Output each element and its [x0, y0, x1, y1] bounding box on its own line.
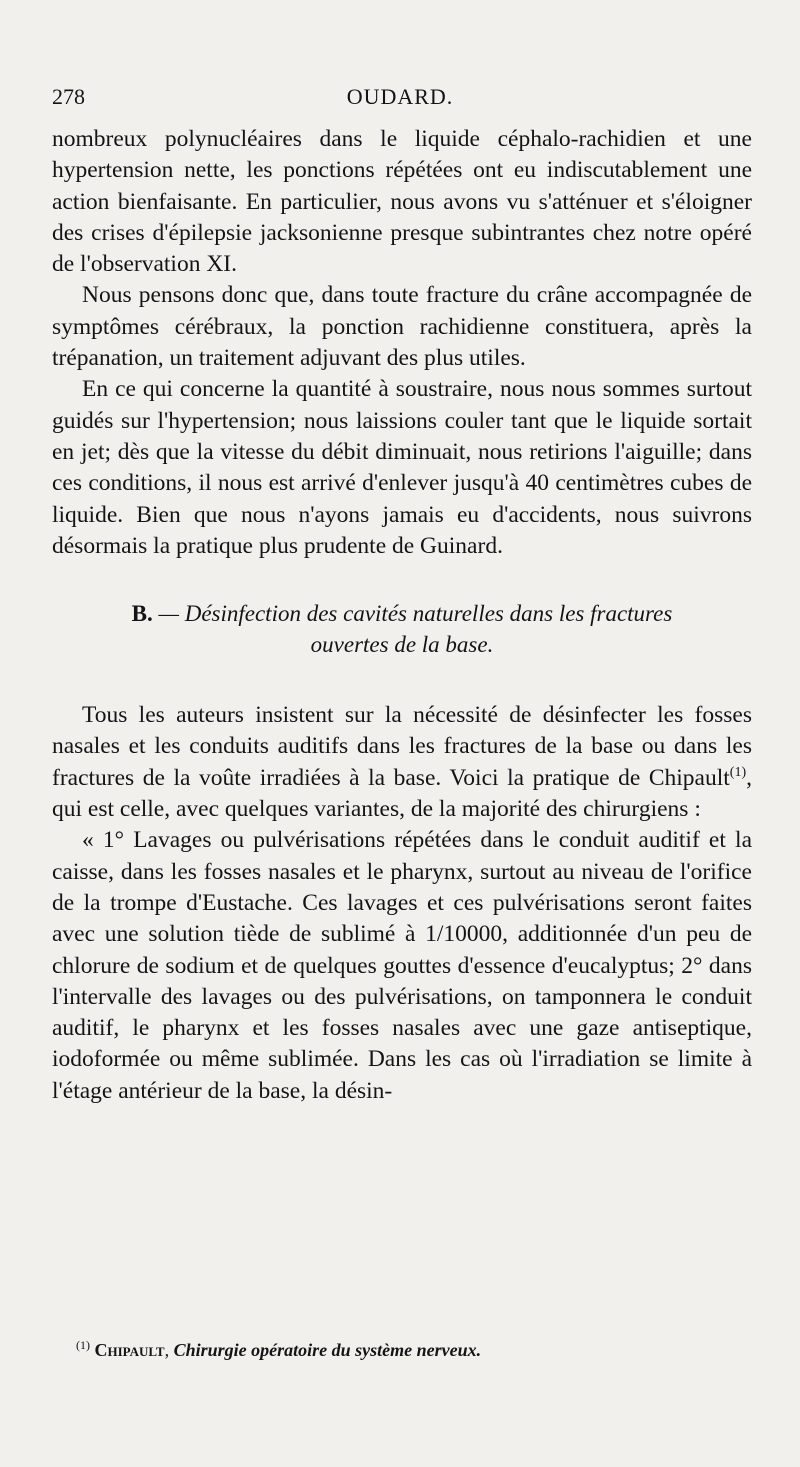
- paragraph-4-text-a: Tous les auteurs insistent sur la nécessité de désinfecter les fosses nasales et les conduits auditifs dans les fractures de la base ou dans les fractures de la voûte irradiées à la base. Voici la pratique de Chipault: [52, 702, 752, 791]
- paragraph-3: En ce qui concerne la quantité à soustraire, nous nous sommes surtout guidés sur l'hypertension; nous laissions couler tant que le liquide sortait en jet; dès que la vitesse du débit diminuait, nous retirions l'aiguille; dans ces conditions, il nous est arrivé d'enlever jusqu'à 40 centimètres cubes de liquide. Bien que nous n'ayons jamais eu d'accidents, nous suivrons désormais la pratique plus prudente de Guinard.: [52, 376, 752, 559]
- section-dash: —: [158, 601, 179, 627]
- body-text: [52, 124, 752, 1107]
- section-letter: B.: [131, 601, 153, 627]
- section-heading: [52, 598, 752, 660]
- footnote-marker: (1): [76, 1338, 90, 1352]
- paragraph-5: « 1° Lavages ou pulvérisations répétées dans le conduit auditif et la caisse, dans les fosses nasales et le pharynx, surtout au niveau de l'orifice de la trompe d'Eustache. Ces lavages et ces pulvérisations seront faites avec une solution tiède de sublimé à 1/10000, additionnée d'un peu de chlorure de sodium et de quelques gouttes d'essence d'eucalyptus; 2° dans l'intervalle des lavages ou des pulvérisations, on tamponnera le conduit auditif, le pharynx et les fosses nasales avec une gaze antiseptique, iodoformée ou même sublimée. Dans les cas où l'irradiation se limite à l'étage antérieur de la base, la désin-: [52, 827, 752, 1104]
- page-header: [52, 84, 748, 118]
- paragraph-4-text-b: , qui est celle, avec quelques variantes, de la majorité des chirurgiens :: [52, 764, 752, 823]
- footnote-title: Chirurgie opératoire du système nerveux.: [173, 1340, 482, 1360]
- running-title: OUDARD.: [346, 84, 454, 109]
- footnote: [76, 1340, 756, 1361]
- page-number: 278: [52, 84, 85, 109]
- paragraph-4: [52, 700, 752, 825]
- paragraph-2: Nous pensons donc que, dans toute fracture du crâne accompagnée de symptômes cérébraux, la ponction rachidienne constituera, après la trépanation, un traitement adjuvant des plus utiles.: [52, 282, 752, 372]
- section-title-line2: ouvertes de la base.: [310, 632, 494, 658]
- footnote-ref: (1): [729, 764, 747, 780]
- section-title-line1: Désinfection des cavités naturelles dans les fractures: [184, 601, 673, 627]
- footnote-separator: ,: [164, 1340, 174, 1360]
- paragraph-1: nombreux polynucléaires dans le liquide céphalo-rachidien et une hypertension nette, les ponctions répétées ont eu indiscutablement une action bienfaisante. En particulier, nous avons vu s'atténuer et s'éloigner des crises d'épilepsie jacksonienne presque subintrantes chez notre opéré de l'observation XI.: [52, 126, 752, 278]
- footnote-author: Chipault: [94, 1340, 165, 1360]
